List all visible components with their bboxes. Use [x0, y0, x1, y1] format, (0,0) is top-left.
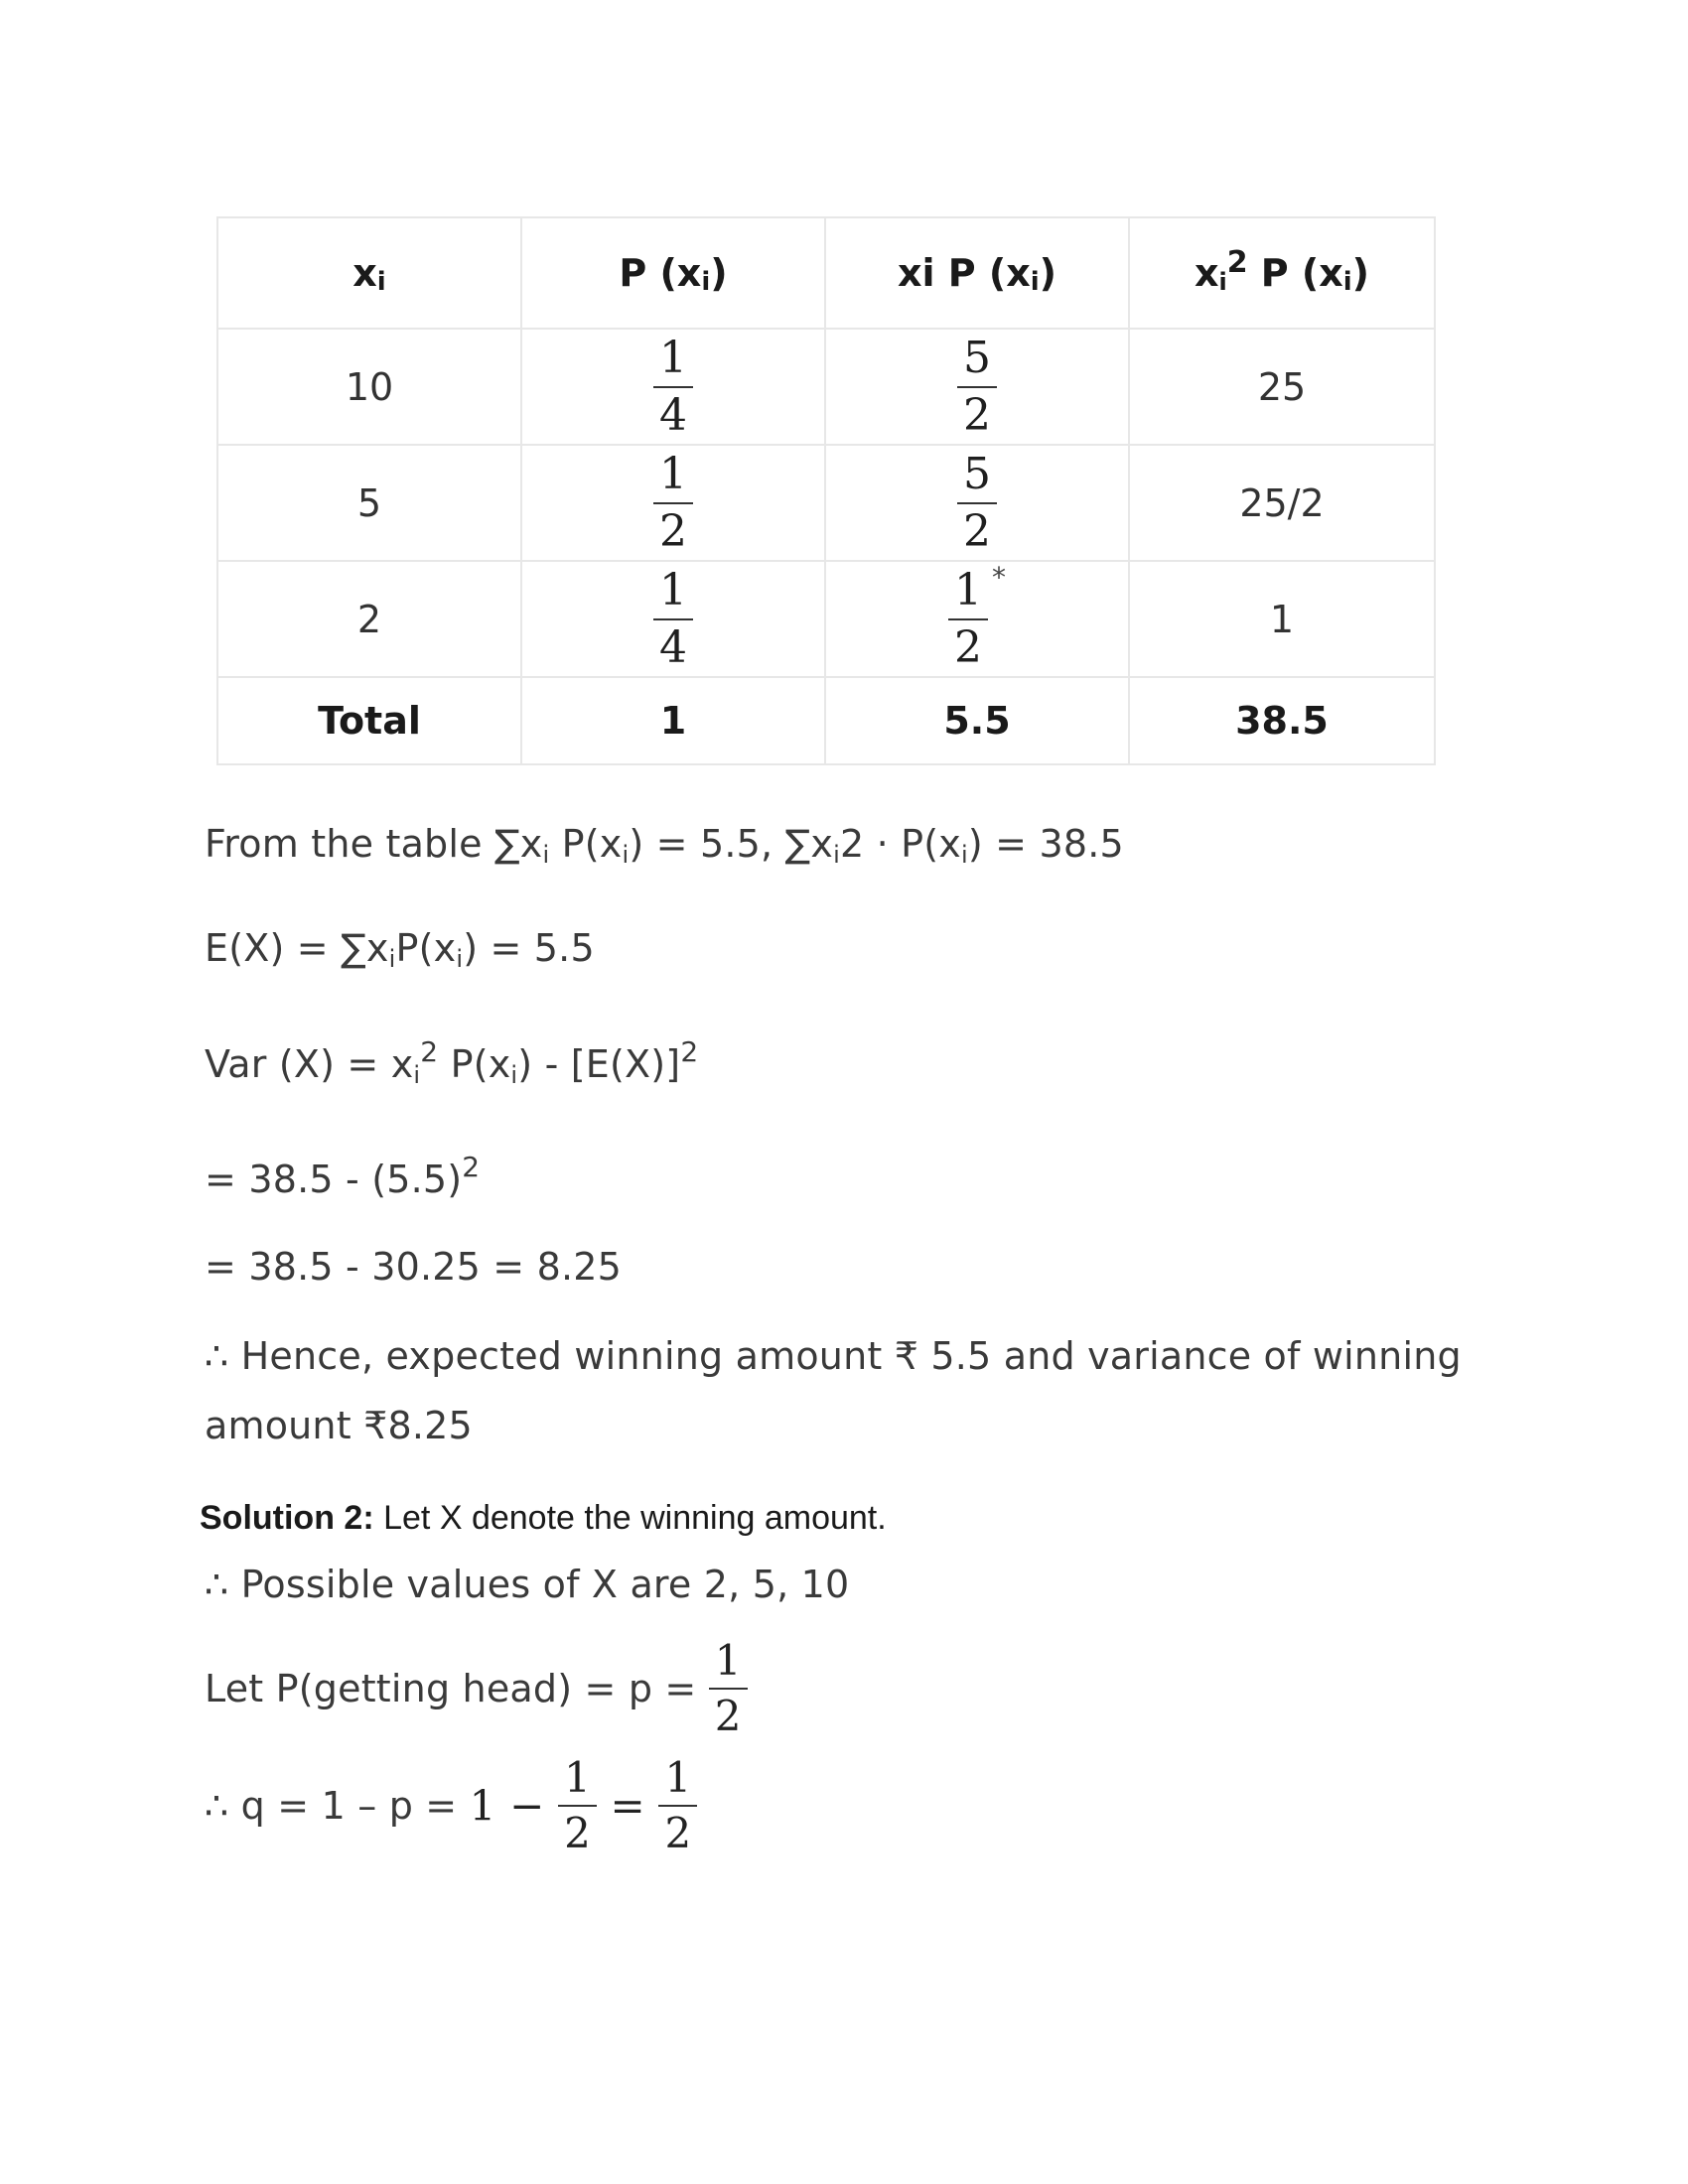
cell-x2p: 25 — [1129, 329, 1435, 445]
cell-xp — [825, 561, 1129, 677]
expectation-line: $E(X) = \sum x_iP(x_i) = 5.5$ — [205, 926, 595, 973]
fraction: $\frac{1}{2}$ — [653, 453, 693, 554]
cell-x: 5 — [217, 445, 521, 561]
header-xi: $x_i$ — [217, 217, 521, 329]
fraction: $\frac{1}{4}$ — [653, 569, 693, 670]
total-p: 1 — [521, 677, 825, 764]
cell-x2p: 1 — [1129, 561, 1435, 677]
conclusion-line-2: amount ₹8.25 — [205, 1404, 473, 1447]
total-x2p: 38.5 — [1129, 677, 1435, 764]
probability-head-line: Let P(getting head) = p = $\frac{1}{2}$ — [205, 1640, 748, 1737]
asterisk-mark: * — [992, 560, 1006, 594]
header-p-xi: P $(x_i)$ — [521, 217, 825, 329]
header-xi-p-xi: xi P $(x_i)$ — [825, 217, 1129, 329]
cell-x: 2 — [217, 561, 521, 677]
fraction: $\frac{1}{2}$ — [709, 1640, 748, 1737]
fraction: $\frac{1}{4}$ — [653, 337, 693, 438]
cell-x2p: 25/2 — [1129, 445, 1435, 561]
total-xp: 5.5 — [825, 677, 1129, 764]
cell-x: 10 — [217, 329, 521, 445]
total-label: Total — [217, 677, 521, 764]
variance-step-1: = $38.5 - (5.5)^2$ — [205, 1151, 481, 1201]
cell-p — [521, 329, 825, 445]
solution-text: Let X denote the winning amount. — [373, 1499, 887, 1537]
conclusion-line-1: ∴ Hence, expected winning amount ₹ 5.5 and variance of winning — [205, 1334, 1462, 1378]
solution-2-heading — [200, 1499, 887, 1538]
table-row — [217, 561, 1435, 677]
cell-p — [521, 561, 825, 677]
fraction: $\frac{1}{2}$ — [948, 569, 988, 670]
cell-p — [521, 445, 825, 561]
probability-tail-line: ∴ q = 1 – p = 1 − $\frac{1}{2}$ = $\frac{1}{2}$ — [205, 1757, 697, 1854]
fraction: $\frac{1}{2}$ — [658, 1757, 697, 1854]
table-row — [217, 445, 1435, 561]
possible-values-line: ∴ Possible values of X are 2, 5, 10 — [205, 1563, 850, 1606]
cell-xp — [825, 329, 1129, 445]
header-xi2-p-xi: $x_i^2$ P $(x_i)$ — [1129, 217, 1435, 329]
fraction: $\frac{1}{2}$ — [558, 1757, 597, 1854]
variance-step-2: = 38.5 - 30.25 = 8.25 — [205, 1245, 622, 1289]
variance-formula-line: Var $(X) = x_i^2$ $P(x_i) - [E(X)]^2$ — [205, 1035, 699, 1089]
fraction: $\frac{5}{2}$ — [957, 453, 997, 554]
table-row — [217, 329, 1435, 445]
probability-distribution-table — [216, 216, 1436, 765]
table-total-row — [217, 677, 1435, 764]
table-header-row — [217, 217, 1435, 329]
fraction: $\frac{5}{2}$ — [957, 337, 997, 438]
solution-label: Solution 2: — [200, 1499, 374, 1537]
sum-statement: From the table $\sum x_i$ $P(x_i) = 5.5$, $\sum x_i2 \cdot P(x_i) = 38.5$ — [205, 822, 1124, 869]
cell-xp — [825, 445, 1129, 561]
